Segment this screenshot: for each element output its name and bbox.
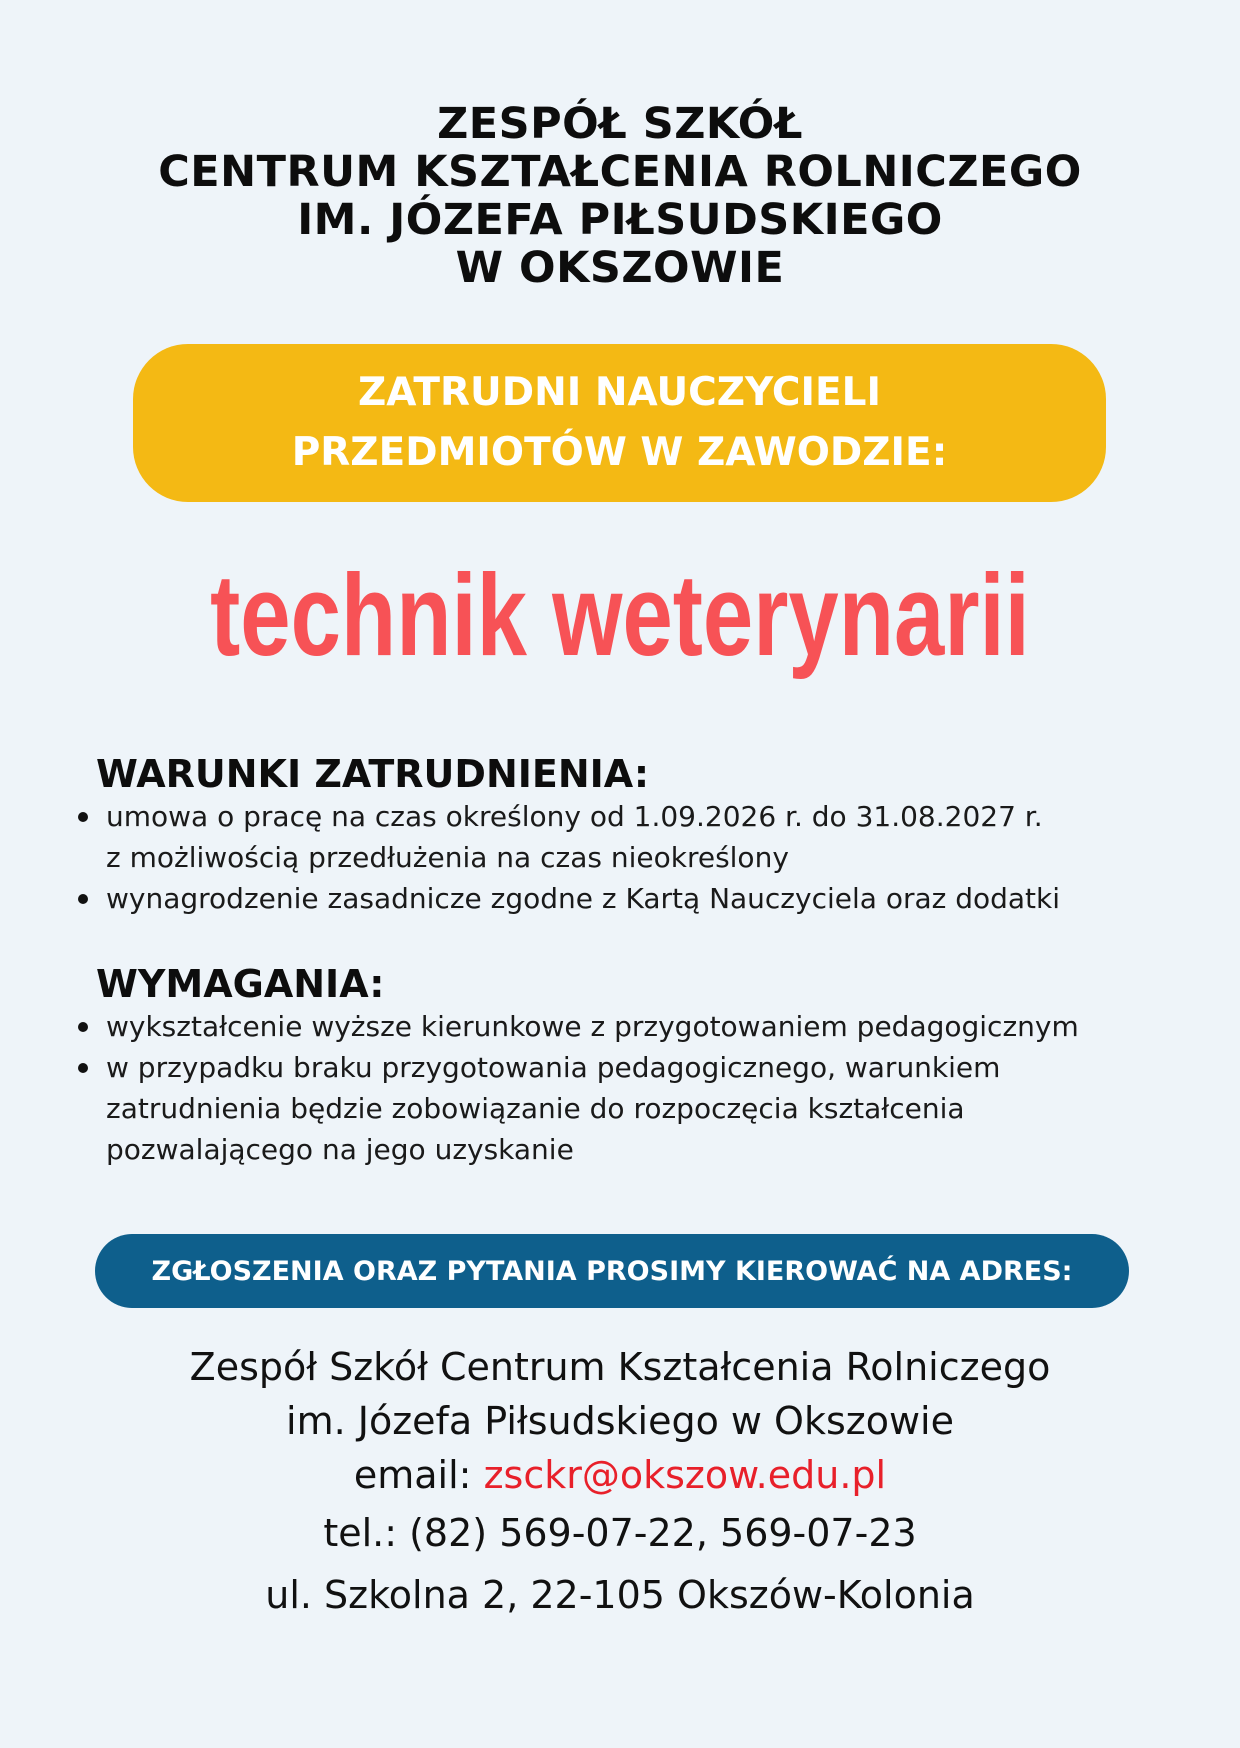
requirements-title: WYMAGANIA: xyxy=(96,962,385,1006)
announcement-banner xyxy=(133,344,1106,502)
list-item-line: w przypadku braku przygotowania pedagogicznego, warunkiem xyxy=(106,1051,1001,1084)
list-item xyxy=(76,796,1196,878)
conditions-list xyxy=(76,796,1196,919)
header-line-2: CENTRUM KSZTAŁCENIA ROLNICZEGO xyxy=(158,147,1082,197)
contact-name-line-2: im. Józefa Piłsudskiego w Okszowie xyxy=(286,1399,954,1443)
list-item-line: wykształcenie wyższe kierunkowe z przygotowaniem pedagogicznym xyxy=(106,1010,1079,1043)
announcement-line-2: PRZEDMIOTÓW W ZAWODZIE: xyxy=(291,430,948,475)
email-link[interactable]: zsckr@okszow.edu.pl xyxy=(483,1453,887,1497)
list-item xyxy=(76,1047,1196,1170)
list-item-line: wynagrodzenie zasadnicze zgodne z Kartą Nauczyciela oraz dodatki xyxy=(106,882,1061,915)
email-label: email: xyxy=(353,1453,472,1497)
header-line-4: W OKSZOWIE xyxy=(455,243,785,293)
list-item xyxy=(76,878,1196,919)
conditions-title: WARUNKI ZATRUDNIENIA: xyxy=(96,752,650,796)
list-item-line: pozwalającego na jego uzyskanie xyxy=(106,1133,574,1166)
contact-banner: ZGŁOSZENIA ORAZ PYTANIA PROSIMY KIEROWAĆ NA ADRES: xyxy=(95,1234,1129,1308)
contact-phone: tel.: (82) 569-07-22, 569-07-23 xyxy=(323,1511,917,1555)
contact-email-row xyxy=(0,1448,1240,1502)
school-name-header xyxy=(0,100,1240,292)
announcement-line-1: ZATRUDNI NAUCZYCIELI xyxy=(357,370,881,415)
list-item xyxy=(76,1006,1196,1047)
contact-address: ul. Szkolna 2, 22-105 Okszów-Kolonia xyxy=(265,1573,975,1617)
list-item-line: zatrudnienia będzie zobowiązanie do rozpoczęcia kształcenia xyxy=(106,1092,965,1125)
header-line-1: ZESPÓŁ SZKÓŁ xyxy=(437,99,803,149)
contact-name-line-1: Zespół Szkół Centrum Kształcenia Rolniczego xyxy=(189,1345,1051,1389)
requirements-list xyxy=(76,1006,1196,1170)
profession-title: technik weterynarii xyxy=(210,550,1030,680)
list-item-line: umowa o pracę na czas określony od 1.09.2026 r. do 31.08.2027 r. xyxy=(106,800,1043,833)
header-line-3: IM. JÓZEFA PIŁSUDSKIEGO xyxy=(297,195,943,245)
list-item-line: z możliwością przedłużenia na czas nieokreślony xyxy=(106,841,789,874)
contact-block xyxy=(0,1340,1240,1622)
